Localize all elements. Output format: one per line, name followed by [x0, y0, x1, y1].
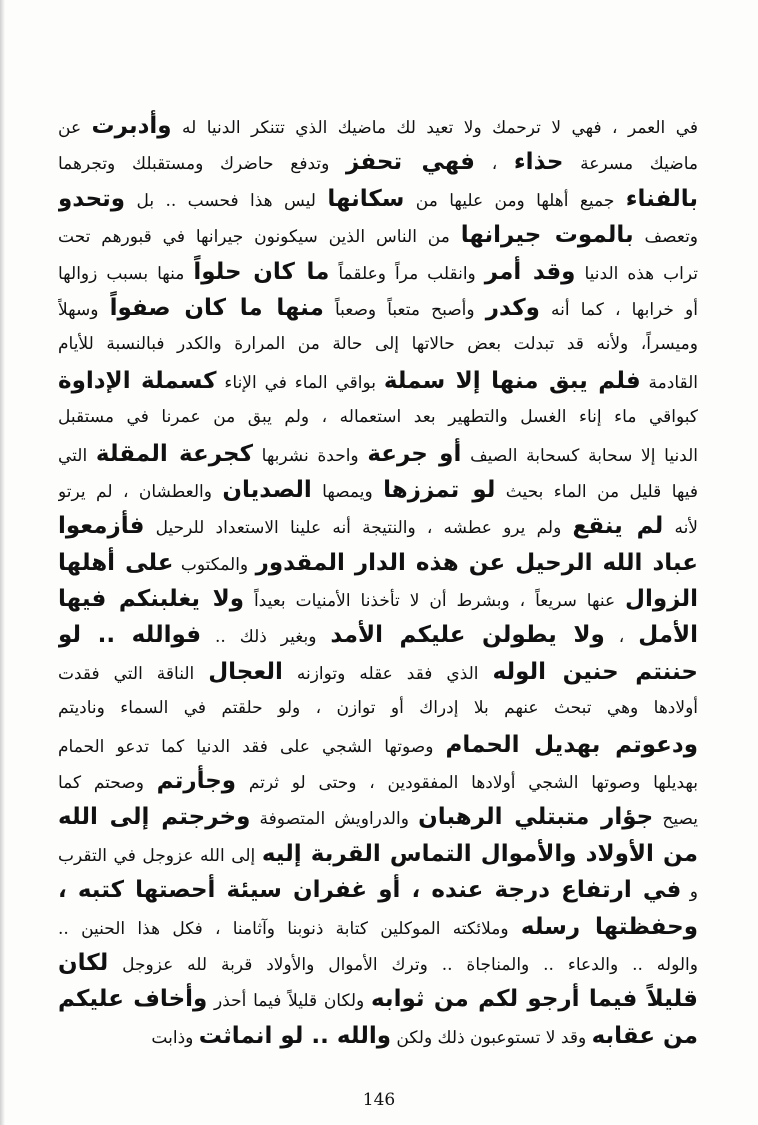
bold-phrase: كسملة الإداوة [58, 367, 217, 394]
bold-phrase: جؤار متبتلي الرهبان [418, 804, 654, 831]
text-run: ويمصها [311, 481, 384, 502]
text-run: أو خرابها ، كما أنه [539, 299, 698, 320]
text-line [58, 399, 698, 435]
text-line [58, 836, 698, 872]
bold-phrase: أو جرعة [367, 440, 462, 467]
text-run: الدنيا إلا سحابة كسحابة الصيف [461, 445, 698, 466]
text-run: فيها قليل من الماء بحيث [495, 481, 698, 502]
bold-phrase: سكانها [327, 185, 405, 212]
bold-phrase: كجرعة المقلة [95, 440, 253, 467]
text-run: جميع أهلها ومن عليها من [404, 190, 626, 211]
bold-phrase: من عقابه [591, 1022, 698, 1049]
bold-phrase: وتحدو [58, 185, 126, 212]
text-run: ، [604, 627, 639, 648]
text-line [58, 981, 698, 1017]
text-run: بواقي الماء في الإناء [216, 372, 384, 393]
page-number: 146 [362, 1090, 396, 1110]
bold-phrase: ما كان حلواً [193, 258, 330, 285]
text-run: الناقة التي فقدت [58, 663, 209, 684]
text-run: وانقلب مراً وعلقماً [329, 263, 485, 284]
text-run: ولم يرو عطشه ، والنتيجة أنه علينا الاستعداد للرحيل [144, 518, 573, 539]
text-run: وذابت [151, 1027, 199, 1048]
text-run: القادمة [640, 372, 698, 393]
bold-phrase: بالموت جيرانها [460, 222, 634, 249]
text-line [58, 909, 698, 945]
bold-phrase: وجأرتم [156, 768, 237, 795]
text-run: والمكتوب [173, 554, 256, 575]
text-run: بهديلها وصوتها الشجي أولادها المفقودين ، وحتى لو ثرتم [236, 773, 698, 794]
text-line [58, 290, 698, 326]
text-line [58, 690, 698, 726]
text-run: و [681, 882, 698, 903]
bold-phrase: والله .. لو انماثت [198, 1022, 392, 1049]
bold-phrase: وأدبرت [91, 113, 172, 139]
text-run: وبغير ذلك .. [201, 627, 331, 648]
bold-phrase: ودعوتم بهديل الحمام [445, 731, 698, 758]
text-line [58, 363, 698, 399]
bold-phrase: قليلاً فيما أرجو لكم من ثوابه [370, 986, 698, 1013]
text-line [58, 144, 698, 180]
text-run: أولادها وهي تبحث عنهم بلا إدراك أو توازن ، ولو حلقتم في السماء وناديتم [58, 698, 698, 719]
text-line [58, 945, 698, 981]
bold-phrase: فوالله .. لو [58, 622, 202, 649]
text-line [58, 799, 698, 835]
text-line [58, 763, 698, 799]
text-run: ولكان قليلاً فيما أحذر [207, 991, 371, 1012]
bold-phrase: وكدر [485, 294, 540, 321]
text-run: لأنه [663, 518, 698, 539]
text-run: والعطشان ، لم يرتو [58, 481, 223, 502]
text-run: منها بسبب زوالها [58, 263, 194, 284]
text-run: وصوتها الشجي على فقد الدنيا كما تدعو الحمام [58, 736, 446, 757]
text-run: تراب هذه الدنيا [575, 263, 698, 284]
text-run: التي [58, 445, 96, 466]
body-text [58, 108, 698, 1054]
text-run: في العمر ، فهي لا ترحمك ولا تعيد لك ماضيك الذي تتنكر الدنيا له [171, 118, 698, 138]
bold-phrase: على أهلها [58, 549, 174, 576]
bold-phrase: وحفظتها رسله [520, 913, 698, 940]
bold-phrase: فهي تحفز [346, 149, 475, 176]
bold-phrase: لكان [58, 949, 109, 976]
bold-phrase: حذاء [513, 149, 564, 176]
text-line [58, 217, 698, 253]
text-run: وقد لا تستوعبون ذلك ولكن [391, 1027, 592, 1048]
text-run: كبواقي ماء إناء الغسل والتطهير بعد استعماله ، ولم يبق من عمرنا في مستقبل [58, 407, 698, 428]
text-line [58, 872, 698, 908]
scan-shadow-edge [0, 0, 5, 1125]
text-run: يصيح [653, 809, 698, 830]
text-line [58, 654, 698, 690]
text-run: والوله .. والدعاء .. والمناجاة .. وترك الأموال والأولاد قربة لله عزوجل [108, 954, 698, 975]
bold-phrase: ولا يطولن عليكم الأمد [330, 622, 605, 649]
bold-phrase: فأزمعوا [58, 513, 145, 540]
text-line [58, 508, 698, 544]
text-run: ليس هذا فحسب .. بل [125, 190, 328, 211]
text-run: من الناس الذين سيكونون جيرانها في قبورهم تحت [58, 227, 461, 248]
bold-phrase: وأخاف عليكم [58, 986, 208, 1013]
text-line [58, 617, 698, 653]
text-line [58, 181, 698, 217]
text-run: وأصبح متعباً وصعباً [323, 299, 486, 320]
text-run: عنها سريعاً ، وبشرط أن لا تأخذنا الأمنيات بعيداً [244, 591, 626, 612]
bold-phrase: فلم يبق منها إلا سملة [383, 367, 641, 394]
text-run: وصحتم كما [58, 773, 157, 794]
bold-phrase: وخرجتم إلى الله [58, 804, 251, 831]
text-run: والدراويش المتصوفة [250, 809, 419, 830]
bold-phrase: لو تمززها [383, 476, 496, 503]
text-run: الذي فقد عقله وتوازنه [282, 663, 493, 684]
text-line [58, 727, 698, 763]
text-run: وميسراً، ولأنه قد تبدلت بعض حالاتها إلى حالة من المرارة والكدر فبالنسبة للأيام [58, 334, 698, 355]
bold-phrase: الأمل [638, 622, 698, 649]
text-run: وملائكته الموكلين كتابة ذنوبنا وآثامنا ، فكل هذا الحنين .. [58, 918, 521, 939]
bold-phrase: منها ما كان صفواً [109, 294, 324, 321]
bold-phrase: حننتم حنين الوله [492, 658, 698, 685]
text-run: ماضيك مسرعة [563, 154, 698, 175]
bold-phrase: وقد أمر [484, 258, 576, 285]
text-run: ، [474, 154, 514, 175]
bold-phrase: من الأولاد والأموال التماس القربة إليه [261, 840, 698, 867]
bold-phrase: لم ينقع [572, 513, 664, 540]
text-run: وتدفع حاضرك ومستقبلك وتجرهما [58, 154, 347, 175]
bold-phrase: الزوال [625, 586, 698, 613]
bold-phrase: بالفناء [625, 185, 698, 212]
bold-phrase: العجال [208, 658, 283, 685]
bold-phrase: عباد الله الرحيل عن هذه الدار المقدور [255, 549, 698, 576]
text-line [58, 326, 698, 362]
text-line [58, 254, 698, 290]
text-run: وتعصف [633, 227, 698, 248]
bold-phrase: في ارتفاع درجة عنده ، أو غفران سيئة أحصتها كتبه ، [58, 877, 682, 904]
bold-phrase: الصديان [222, 476, 312, 503]
text-run: واحدة نشربها [252, 445, 368, 466]
text-line [58, 472, 698, 508]
text-line [58, 1018, 698, 1054]
bold-phrase: ولا يغلبنكم فيها [58, 586, 244, 613]
text-line [58, 545, 698, 581]
text-line [58, 436, 698, 472]
text-line [58, 581, 698, 617]
text-run: إلى الله عزوجل في التقرب [58, 845, 262, 866]
text-line [58, 108, 698, 144]
text-run: وسهلاً [58, 299, 110, 320]
text-run: عن [58, 118, 92, 138]
